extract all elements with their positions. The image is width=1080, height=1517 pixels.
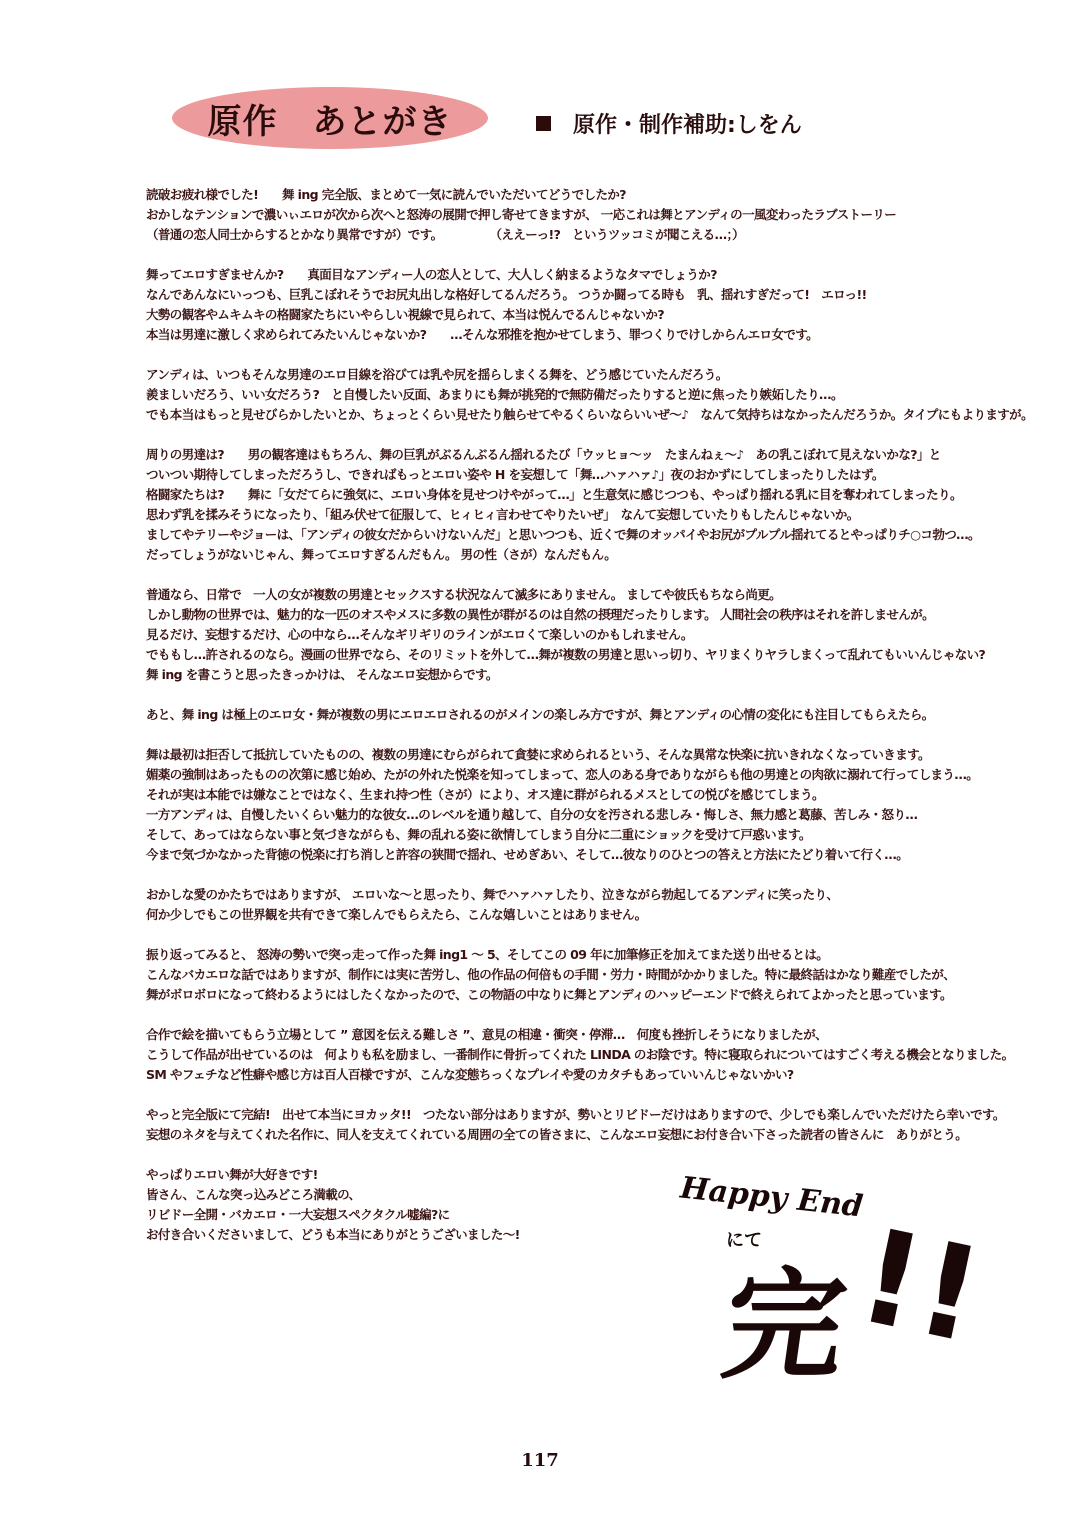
text-line: 舞がボロボロになって終わるようにはしたくなかったので、この物語の中なりに舞とアンディのハッピーエンドで終えられてよかったと思っています。 (146, 987, 952, 1002)
happy-end-signature (676, 1170, 995, 1396)
text-line: 格闘家たちは? 舞に「女だてらに強気に、エロい身体を見せつけやがって…」と生意気に感じつつも、やっぱり揺れる乳に目を奪われてしまったり。 (146, 487, 962, 502)
text-line: そして、あってはならない事と気づきながらも、舞の乱れる姿に欲情してしまう自分に二重にショックを受けて戸惑います。 (146, 827, 811, 842)
text-line: こうして作品が出せているのは 何よりも私を励まし、一番制作に骨折ってくれた LINDA のお陰です。特に寝取られについてはすごく考える機会となりました。 (146, 1047, 1014, 1062)
text-line: おかしなテンションで濃いぃエロが次から次へと怒涛の展開で押し寄せてきますが、 一応これは舞とアンディの一風変わったラブストーリー (146, 207, 897, 222)
text-line: 読破お疲れ様でした! 舞 ing 完全版、まとめて一気に読んでいただいてどうでしたか? (146, 187, 626, 202)
credit-line (536, 108, 802, 139)
paragraph (146, 365, 1033, 425)
text-line: しかし動物の世界では、魅力的な一匹のオスやメスに多数の異性が群がるのは自然の摂理だったりします。 人間社会の秩序はそれを許しませんが。 (146, 607, 935, 622)
text-line: 妄想のネタを与えてくれた名作に、同人を支えてくれている周囲の全ての皆さまに、こんなエロ妄想にお付き合い下さった読者の皆さんに ありがとう。 (146, 1127, 968, 1142)
paragraph (146, 745, 1006, 865)
text-line: 一方アンディは、自慢したいくらい魅力的な彼女…のレベルを通り越して、自分の女を汚される悲しみ・悔しさ、無力感と葛藤、苦しみ・怒り… (146, 807, 918, 822)
text-line: 媚薬の強制はあったものの次第に感じ始め、たがの外れた悦楽を知ってしまって、恋人のある身でありながらも他の男達との肉欲に溺れて行ってしまう…。 (146, 767, 979, 782)
text-line: 思わず乳を揉みそうになったり、「組み伏せて征服して、ヒィヒィ言わせてやりたいぜ」 なんて妄想していたりもしたんじゃないか。 (146, 507, 859, 522)
paragraph (146, 885, 1006, 925)
paragraph (146, 185, 1006, 245)
text-line: 皆さん、こんな突っ込みどころ満載の、 (146, 1187, 361, 1202)
page-number: 117 (521, 1450, 559, 1471)
text-line: 合作で絵を描いてもらう立場として ” 意図を伝える難しさ ”、意見の相違・衝突・停滞… 何度も挫折しそうになりましたが、 (146, 1027, 827, 1042)
paragraph (146, 945, 1006, 1005)
text-line: 舞 ing を書こうと思ったきっかけは、 そんなエロ妄想からです。 (146, 667, 498, 682)
text-line: 何か少しでもこの世界観を共有できて楽しんでもらえたら、こんな嬉しいことはありません。 (146, 907, 647, 922)
text-line: リビドー全開・バカエロ・一大妄想スペクタクル嘘編?に (146, 1207, 450, 1222)
paragraph (146, 1105, 1006, 1145)
text-line: 周りの男達は? 男の観客達はもちろん、舞の巨乳がぶるんぶるん揺れるたび「ウッヒョ～ッ たまんねぇ～♪ あの乳こぼれて見えないかな?」と (146, 447, 941, 462)
text-line: お付き合いくださいまして、どうも本当にありがとうございました～! (146, 1227, 520, 1242)
text-line: だってしょうがないじゃん、舞ってエロすぎるんだもん。 男の性（さが）なんだもん。 (146, 547, 617, 562)
text-line: こんなバカエロな話ではありますが、制作には実に苦労し、他の作品の何倍もの手間・労力・時間がかかりました。特に最終話はかなり難産でしたが、 (146, 967, 956, 982)
text-line: ましてやテリーやジョーは、「アンディの彼女だからいけないんだ」と思いつつも、近くで舞のオッパイやお尻がプルプル揺れてるとやっぱりチ○コ勃つ…。 (146, 527, 980, 542)
text-line: おかしな愛のかたちではありますが、 エロいな～と思ったり、舞でハァハァしたり、泣きながら勃起してるアンディに笑ったり、 (146, 887, 839, 902)
signature-kan: 完 (714, 1257, 855, 1396)
text-line: 羨ましいだろう、いい女だろう? と自慢したい反面、あまりにも舞が挑発的で無防備だったりすると逆に焦ったり嫉妬したり…。 (146, 387, 843, 402)
signature-nite: にて (726, 1230, 762, 1251)
text-line: 舞ってエロすぎませんか? 真面目なアンディー人の恋人として、大人しく納まるようなタマでしょうか? (146, 267, 717, 282)
paragraph (146, 585, 1006, 685)
text-line: それが実は本能では嫌なことではなく、生まれ持つ性（さが）により、オス達に群がられるメスとしての悦びを感じてしまう。 (146, 787, 824, 802)
text-line: SM やフェチなど性癖や感じ方は百人百様ですが、こんな変態ちっくなプレイや愛のカタチもあっていいんじゃないかい? (146, 1067, 794, 1082)
text-line: やっぱりエロい舞が大好きです! (146, 1167, 318, 1182)
paragraph (146, 705, 1006, 725)
text-line: でももし…許されるのなら。漫画の世界でなら、そのリミットを外して…舞が複数の男達と思いっ切り、ヤリまくりヤラしまくって乱れてもいいんじゃない? (146, 647, 986, 662)
text-line: ついつい期待してしまっただろうし、できればもっとエロい姿や H を妄想して「舞…ハァハァ♪」夜のおかずにしてしまったりしたはず。 (146, 467, 884, 482)
text-line: なんであんなにいっつも、巨乳こぼれそうでお尻丸出しな格好してるんだろう。 つうか闘ってる時も 乳、揺れすぎだって! エロっ!! (146, 287, 867, 302)
paragraph (146, 445, 1006, 565)
paragraph (146, 1025, 1014, 1085)
text-line: 見るだけ、妄想するだけ、心の中なら…そんなギリギリのラインがエロくて楽しいのかもしれません。 (146, 627, 693, 642)
signature-happy-end: Happy End (678, 1170, 865, 1225)
text-line: アンディは、いつもそんな男達のエロ目線を浴びては乳や尻を揺らしまくる舞を、どう感じていたんだろう。 (146, 367, 728, 382)
text-line: 今まで気づかなかった背徳の悦楽に打ち消しと許容の狭間で揺れ、せめぎあい、そして…彼なりのひとつの答えと方法にたどり着いて行く…。 (146, 847, 909, 862)
text-line: 普通なら、日常で 一人の女が複数の男達とセックスする状況なんて滅多にありません。 ましてや彼氏もちなら尚更。 (146, 587, 782, 602)
paragraph (146, 265, 1006, 345)
afterword-body (146, 185, 1033, 1265)
title-banner (172, 87, 488, 149)
text-line: あと、舞 ing は極上のエロ女・舞が複数の男にエロエロされるのがメインの楽しみ方ですが、舞とアンディの心情の変化にも注目してもらえたら。 (146, 707, 934, 722)
text-line: でも本当はもっと見せびらかしたいとか、ちょっとくらい見せたり触らせてやるくらいならいいぜ～♪ なんて気持ちはなかったんだろうか。タイプにもよりますが。 (146, 407, 1033, 422)
text-line: 舞は最初は拒否して抵抗していたものの、複数の男達にむらがられて貪婪に求められるという、そんな異常な快楽に抗いきれなくなっていきます。 (146, 747, 930, 762)
text-line: （普通の恋人同士からするとかなり異常ですが）です。 （ええーっ!? というツッコミが聞こえる…；） (146, 227, 745, 242)
text-line: 振り返ってみると、 怒涛の勢いで突っ走って作った舞 ing1 ～ 5、そしてこの 09 年に加筆修正を加えてまた送り出せるとは。 (146, 947, 829, 962)
text-line: 本当は男達に激しく求められてみたいんじゃないか? …そんな邪推を抱かせてしまう、罪つくりでけしからんエロ女です。 (146, 327, 819, 342)
signature-exclaim: !! (846, 1199, 995, 1373)
square-bullet-icon (536, 116, 551, 131)
text-line: 大勢の観客やムキムキの格闘家たちにいやらしい視線で見られて、本当は悦んでるんじゃないか? (146, 307, 664, 322)
author-credit: 原作・制作補助:しをん (573, 113, 802, 138)
page-title: 原作 あとがき (207, 101, 453, 142)
text-line: やっと完全版にて完結! 出せて本当にヨカッタ!! つたない部分はありますが、勢いとリビドーだけはありますので、少しでも楽しんでいただけたら幸いです。 (146, 1107, 1005, 1122)
